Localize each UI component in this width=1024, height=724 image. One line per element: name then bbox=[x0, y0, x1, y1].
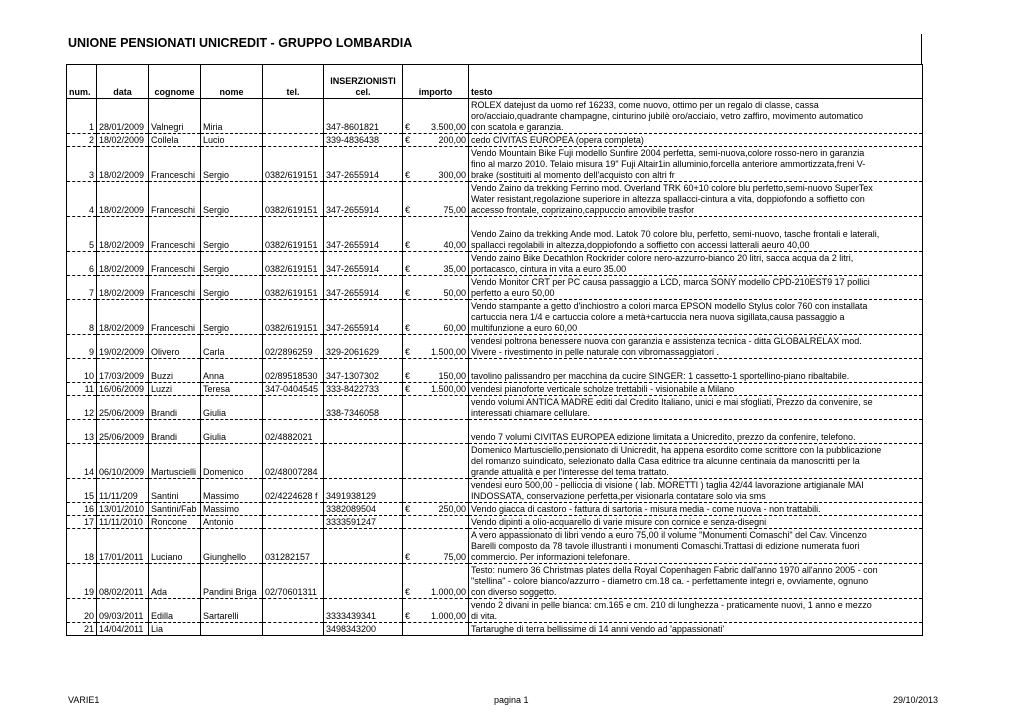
cell-testo bbox=[469, 479, 923, 503]
testo-line: Vendo giacca di castoro - fattura di sartoria - misura media - come nuova - non trattabili. bbox=[471, 504, 821, 514]
currency-symbol: € bbox=[405, 552, 411, 562]
cell-nome: Sartarelli bbox=[201, 599, 263, 623]
cell-nome: Miria bbox=[201, 99, 263, 134]
cell-num: 2 bbox=[67, 134, 97, 147]
cell-nome: Giulia bbox=[201, 420, 263, 444]
cell-num: 18 bbox=[67, 529, 97, 564]
cell-nome: Giulia bbox=[201, 396, 263, 420]
amount-value: 40,00 bbox=[443, 240, 466, 250]
cell-tel bbox=[263, 396, 324, 420]
currency-symbol: € bbox=[405, 288, 411, 298]
table-row bbox=[67, 217, 923, 252]
column-header-cognome: cognome bbox=[149, 65, 201, 99]
cell-importo bbox=[403, 300, 469, 335]
cell-testo bbox=[469, 444, 923, 479]
testo-line: cedo CIVITAS EUROPEA (opera completa) bbox=[471, 135, 644, 145]
cell-cel bbox=[324, 444, 403, 479]
cell-tel: 0382/619151 bbox=[263, 147, 324, 182]
cell-cognome: Santini/Fab bbox=[149, 503, 201, 516]
testo-line: cartuccia nera 1/4 e cartuccia colore a metà+cartuccia nera nuova sigillata,causa passaggio a bbox=[471, 312, 845, 322]
currency-symbol: € bbox=[405, 347, 411, 357]
testo-line: con scatola e garanzia. bbox=[471, 122, 564, 132]
currency-symbol: € bbox=[405, 170, 411, 180]
cell-importo bbox=[403, 335, 469, 359]
cell-cel: 347-2655914 bbox=[324, 276, 403, 300]
cell-cel bbox=[324, 564, 403, 599]
amount-value: 1.000,00 bbox=[430, 587, 466, 597]
cell-tel: 031282157 bbox=[263, 529, 324, 564]
amount-value: 3.500,00 bbox=[430, 122, 466, 132]
cell-data: 08/02/2011 bbox=[97, 564, 149, 599]
cell-tel bbox=[263, 99, 324, 134]
testo-line: ROLEX datejust da uomo ref 16233, come nuovo, ottimo per un regalo di classe, cassa bbox=[471, 100, 819, 110]
table-row bbox=[67, 529, 923, 564]
table-row bbox=[67, 134, 923, 147]
cell-cel bbox=[324, 420, 403, 444]
testo-line bbox=[471, 421, 920, 432]
cell-num: 19 bbox=[67, 564, 97, 599]
cell-tel: 02/89518530 bbox=[263, 359, 324, 383]
cell-testo bbox=[469, 359, 923, 383]
cell-cel: 333-8422733 bbox=[324, 383, 403, 396]
footer-date: 29/10/2013 bbox=[893, 695, 939, 705]
cell-data: 18/02/2009 bbox=[97, 134, 149, 147]
cell-cel: 347-1307302 bbox=[324, 359, 403, 383]
testo-line: vendesi euro 500,00 - pelliccia di visione ( lab. MORETTI ) taglia 42/44 lavorazione artigianale MAI bbox=[471, 480, 864, 490]
currency-symbol: € bbox=[405, 122, 411, 132]
column-header-cel: INSERZIONISTI cel. bbox=[324, 65, 403, 99]
page-title: UNIONE PENSIONATI UNICREDIT - GRUPPO LOMBARDIA bbox=[68, 36, 413, 50]
cell-cognome: Franceschi bbox=[149, 300, 201, 335]
table-row bbox=[67, 623, 923, 636]
cell-data: 25/06/2009 bbox=[97, 396, 149, 420]
testo-line: Vivere - rivestimento in pelle naturale con vibromassaggiatori . bbox=[471, 347, 719, 357]
cell-tel: 02/2896259 bbox=[263, 335, 324, 359]
cell-nome: Antonio bbox=[201, 516, 263, 529]
testo-line: vendesi poltrona benessere nuova con garanzia e assistenza tecnica - ditta GLOBALRELAX mod. bbox=[471, 336, 862, 346]
cell-cel bbox=[324, 529, 403, 564]
cell-data: 18/02/2009 bbox=[97, 300, 149, 335]
testo-line: Vendo Zaino da trekking Ande mod. Latok 70 colore blu, perfetto, semi-nuovo, tasche frontali e laterali, bbox=[471, 229, 880, 239]
cell-nome: Giunghello bbox=[201, 529, 263, 564]
currency-symbol: € bbox=[405, 611, 411, 621]
cell-cognome: Roncone bbox=[149, 516, 201, 529]
testo-line: vendo 2 divani in pelle bianca: cm.165 e cm. 210 di lunghezza - praticamente nuovi, 1 anno e mezzo bbox=[471, 600, 872, 610]
cell-importo bbox=[403, 444, 469, 479]
cell-testo bbox=[469, 300, 923, 335]
cell-data: 18/02/2009 bbox=[97, 147, 149, 182]
testo-line: vendo 7 volumi CIVITAS EUROPEA edizione limitata a Unicredito, prezzo da confenire, telefono. bbox=[471, 432, 856, 442]
cell-tel: 02/48007284 bbox=[263, 444, 324, 479]
table-row bbox=[67, 300, 923, 335]
testo-line: spallacci regolabili in altezza,doppiofondo a soffietto con accessi latterali aeuro 40,00 bbox=[471, 240, 810, 250]
cell-cel: 347-8601821 bbox=[324, 99, 403, 134]
header-row bbox=[67, 65, 923, 99]
cell-cel: 339-4836438 bbox=[324, 134, 403, 147]
cell-cel: 347-2655914 bbox=[324, 217, 403, 252]
cell-num: 20 bbox=[67, 599, 97, 623]
cell-data: 14/04/2011 bbox=[97, 623, 149, 636]
amount-value: 150,00 bbox=[438, 371, 466, 381]
testo-line: grande attualità e per l'interesse del tema trattato. bbox=[471, 467, 669, 477]
testo-line: interessati chiamare cellulare. bbox=[471, 408, 591, 418]
cell-num: 8 bbox=[67, 300, 97, 335]
amount-value: 1.500,00 bbox=[430, 347, 466, 357]
testo-line: oro/acciaio,quadrante champagne, cinturino jubilè oro/acciaio, vetro zaffiro, movimento automatico bbox=[471, 111, 864, 121]
testo-line: del romanzo suindicato, selezionato dalla Casa editrice tra alcunne centinaia da manoscritti per la bbox=[471, 456, 860, 466]
amount-value: 75,00 bbox=[443, 205, 466, 215]
cell-testo bbox=[469, 99, 923, 134]
table-row bbox=[67, 420, 923, 444]
cell-testo bbox=[469, 396, 923, 420]
cell-cognome: Collela bbox=[149, 134, 201, 147]
cell-tel: 0382/619151 bbox=[263, 300, 324, 335]
cell-importo bbox=[403, 182, 469, 217]
cell-testo bbox=[469, 599, 923, 623]
cell-nome: Sergio bbox=[201, 276, 263, 300]
cell-importo bbox=[403, 396, 469, 420]
footer-sheet-name: VARIE1 bbox=[68, 695, 100, 705]
cell-cognome: Olivero bbox=[149, 335, 201, 359]
testo-line bbox=[471, 360, 920, 371]
currency-symbol: € bbox=[405, 205, 411, 215]
cell-tel: 0382/619151 bbox=[263, 182, 324, 217]
table-row bbox=[67, 396, 923, 420]
cell-cel: 347-2655914 bbox=[324, 147, 403, 182]
cell-importo bbox=[403, 479, 469, 503]
table-row bbox=[67, 516, 923, 529]
table-row bbox=[67, 564, 923, 599]
cell-data: 11/11/209 bbox=[97, 479, 149, 503]
cell-cognome: Franceschi bbox=[149, 147, 201, 182]
column-header-tel: tel. bbox=[263, 65, 324, 99]
cell-importo bbox=[403, 529, 469, 564]
cell-importo bbox=[403, 564, 469, 599]
table-row bbox=[67, 335, 923, 359]
cell-cel: 3333591247 bbox=[324, 516, 403, 529]
cell-testo bbox=[469, 516, 923, 529]
table-row bbox=[67, 503, 923, 516]
column-header-testo: testo bbox=[469, 65, 923, 99]
cell-num: 5 bbox=[67, 217, 97, 252]
cell-testo bbox=[469, 420, 923, 444]
testo-line: vendo volumi ANTICA MADRE editi dal Credito Italiano, unici e mai sfogliati, Prezzo da convenire, se bbox=[471, 397, 873, 407]
testo-line: Testo: numero 36 Christmas plates della Royal Copenhagen Fabric dall'anno 1970 all'anno 2005 - con bbox=[471, 565, 878, 575]
testo-line: con diverso soggetto. bbox=[471, 587, 557, 597]
cell-importo bbox=[403, 99, 469, 134]
cell-nome: Lucio bbox=[201, 134, 263, 147]
currency-symbol: € bbox=[405, 240, 411, 250]
cell-data: 18/02/2009 bbox=[97, 182, 149, 217]
cell-tel bbox=[263, 134, 324, 147]
cell-data: 25/06/2009 bbox=[97, 420, 149, 444]
cell-testo bbox=[469, 564, 923, 599]
cell-cognome: Ada bbox=[149, 564, 201, 599]
cell-tel: 347-0404545 bbox=[263, 383, 324, 396]
currency-symbol: € bbox=[405, 264, 411, 274]
column-header-data: data bbox=[97, 65, 149, 99]
cell-num: 21 bbox=[67, 623, 97, 636]
testo-line: portacasco, cintura in vita a euro 35.00 bbox=[471, 264, 627, 274]
cell-num: 4 bbox=[67, 182, 97, 217]
cell-nome: Sergio bbox=[201, 182, 263, 217]
cell-cel: 347-2655914 bbox=[324, 300, 403, 335]
cell-cel: 347-2655914 bbox=[324, 252, 403, 276]
column-header-importo: importo bbox=[403, 65, 469, 99]
testo-line: Vendo zaino Bike Decathlon Rockrider colore nero-azzurro-bianco 20 litri, sacca acqua da 2 litri, bbox=[471, 253, 854, 263]
cell-data: 28/01/2009 bbox=[97, 99, 149, 134]
table-row bbox=[67, 252, 923, 276]
cell-nome: Sergio bbox=[201, 217, 263, 252]
testo-line: fino al marzo 2010. Telaio misura 19" Fuji Altair1in alluminio,forcella anteriore ammortizzata,freni V- bbox=[471, 159, 866, 169]
cell-num: 9 bbox=[67, 335, 97, 359]
cell-data: 13/01/2010 bbox=[97, 503, 149, 516]
cell-importo bbox=[403, 134, 469, 147]
testo-line: INDOSSATA, conservazione perfetta,per visionarla contatare solo via sms bbox=[471, 491, 766, 501]
testo-line: Water resistant,regolazione superiore in altezza spallacci-cintura a vita, doppiofondo a soffietto con bbox=[471, 194, 865, 204]
testo-line: tavolino palissandro per macchina da cucire SINGER: 1 cassetto-1 sportellino-piano ribaltabile. bbox=[471, 371, 850, 381]
testo-line: commercio. Per informazioni telefonare. bbox=[471, 552, 631, 562]
cell-nome: Sergio bbox=[201, 147, 263, 182]
cell-cognome: Buzzi bbox=[149, 359, 201, 383]
cell-cel: 338-7346058 bbox=[324, 396, 403, 420]
cell-data: 09/03/2011 bbox=[97, 599, 149, 623]
cell-testo bbox=[469, 335, 923, 359]
cell-data: 18/02/2009 bbox=[97, 217, 149, 252]
cell-tel bbox=[263, 623, 324, 636]
cell-num: 6 bbox=[67, 252, 97, 276]
cell-importo bbox=[403, 623, 469, 636]
table-row bbox=[67, 359, 923, 383]
cell-cognome: Franceschi bbox=[149, 276, 201, 300]
table-row bbox=[67, 147, 923, 182]
cell-cognome: Luciano bbox=[149, 529, 201, 564]
cell-cognome: Franceschi bbox=[149, 217, 201, 252]
testo-line: perfetto a euro 50,00 bbox=[471, 288, 555, 298]
cell-importo bbox=[403, 217, 469, 252]
testo-line bbox=[471, 218, 920, 229]
cell-cognome: Valnegri bbox=[149, 99, 201, 134]
cell-data: 17/01/2011 bbox=[97, 529, 149, 564]
cell-cognome: Franceschi bbox=[149, 182, 201, 217]
cell-nome: Massimo bbox=[201, 503, 263, 516]
cell-num: 10 bbox=[67, 359, 97, 383]
cell-data: 16/06/2009 bbox=[97, 383, 149, 396]
cell-cognome: Brandi bbox=[149, 396, 201, 420]
cell-testo bbox=[469, 503, 923, 516]
currency-symbol: € bbox=[405, 384, 411, 394]
table-row bbox=[67, 599, 923, 623]
cell-nome: Massimo bbox=[201, 479, 263, 503]
cell-num: 14 bbox=[67, 444, 97, 479]
cell-num: 17 bbox=[67, 516, 97, 529]
amount-value: 35,00 bbox=[443, 264, 466, 274]
cell-nome: Anna bbox=[201, 359, 263, 383]
cell-cel: 3498343200 bbox=[324, 623, 403, 636]
testo-line: vendesi pianoforte verticale scholze trettabili - visionabile a Milano bbox=[471, 384, 735, 394]
testo-line: A vero appassionato di libri vendo a euro 75,00 il volume "Monumenti Comaschi" del Cav. Vincenzo bbox=[471, 530, 867, 540]
cell-cognome: Santini bbox=[149, 479, 201, 503]
table-row bbox=[67, 276, 923, 300]
cell-testo bbox=[469, 134, 923, 147]
amount-value: 300,00 bbox=[438, 170, 466, 180]
testo-line: Domenico Martusciello,pensionato di Unicredit, ha appena esordito come scrittore con la pubblicazione bbox=[471, 445, 882, 455]
cell-cel: 347-2655914 bbox=[324, 182, 403, 217]
cell-num: 11 bbox=[67, 383, 97, 396]
column-header-nome: nome bbox=[201, 65, 263, 99]
cell-data: 11/11/2010 bbox=[97, 516, 149, 529]
currency-symbol: € bbox=[405, 587, 411, 597]
cell-importo bbox=[403, 516, 469, 529]
cell-cel: 3382089504 bbox=[324, 503, 403, 516]
footer-page-number: pagina 1 bbox=[494, 695, 529, 705]
cell-tel: 02/70601311 bbox=[263, 564, 324, 599]
cell-tel bbox=[263, 516, 324, 529]
cell-cognome: Martuscielli bbox=[149, 444, 201, 479]
cell-data: 18/02/2009 bbox=[97, 252, 149, 276]
cell-nome: Sergio bbox=[201, 300, 263, 335]
cell-testo bbox=[469, 147, 923, 182]
cell-nome: Pandini Briga bbox=[201, 564, 263, 599]
amount-value: 60,00 bbox=[443, 323, 466, 333]
cell-nome: Teresa bbox=[201, 383, 263, 396]
cell-testo bbox=[469, 529, 923, 564]
amount-value: 75,00 bbox=[443, 552, 466, 562]
cell-cel: 3333439341 bbox=[324, 599, 403, 623]
cell-num: 7 bbox=[67, 276, 97, 300]
cell-num: 13 bbox=[67, 420, 97, 444]
amount-value: 200,00 bbox=[438, 135, 466, 145]
cell-nome: Domenico bbox=[201, 444, 263, 479]
cell-importo bbox=[403, 383, 469, 396]
cell-importo bbox=[403, 503, 469, 516]
testo-line: brake (sostituiti al momento dell'acquisto con altri fr bbox=[471, 170, 675, 180]
currency-symbol: € bbox=[405, 323, 411, 333]
cell-cognome: Lia bbox=[149, 623, 201, 636]
cell-num: 16 bbox=[67, 503, 97, 516]
testo-line: multifunzione a euro 60,00 bbox=[471, 323, 578, 333]
cell-cognome: Brandi bbox=[149, 420, 201, 444]
cell-tel bbox=[263, 503, 324, 516]
column-header-num: num. bbox=[67, 65, 97, 99]
cell-tel: 0382/619151 bbox=[263, 252, 324, 276]
cell-testo bbox=[469, 252, 923, 276]
table-row bbox=[67, 479, 923, 503]
cell-cognome: Edilla bbox=[149, 599, 201, 623]
amount-value: 1.000,00 bbox=[430, 611, 466, 621]
cell-importo bbox=[403, 252, 469, 276]
cell-cel: 3491938129 bbox=[324, 479, 403, 503]
cell-nome: Sergio bbox=[201, 252, 263, 276]
testo-line: Vendo Monitor CRT per PC causa passaggio a LCD, marca SONY modello CPD-210EST9 17 pollici bbox=[471, 277, 870, 287]
cell-data: 06/10/2009 bbox=[97, 444, 149, 479]
cell-data: 19/02/2009 bbox=[97, 335, 149, 359]
testo-line: Vendo Mountain Bike Fuji modello Sunfire 2004 perfetta, semi-nuova,colore rosso-nero in garanzia bbox=[471, 148, 865, 158]
amount-value: 1.500,00 bbox=[430, 384, 466, 394]
amount-value: 250,00 bbox=[438, 504, 466, 514]
cell-importo bbox=[403, 420, 469, 444]
cell-num: 1 bbox=[67, 99, 97, 134]
cell-tel: 02/4882021 bbox=[263, 420, 324, 444]
cell-num: 3 bbox=[67, 147, 97, 182]
cell-testo bbox=[469, 217, 923, 252]
cell-importo bbox=[403, 276, 469, 300]
cell-testo bbox=[469, 383, 923, 396]
sheet-border-line bbox=[921, 34, 922, 64]
cell-tel: 0382/619151 bbox=[263, 217, 324, 252]
currency-symbol: € bbox=[405, 135, 411, 145]
cell-cognome: Luzzi bbox=[149, 383, 201, 396]
listings-table bbox=[66, 64, 923, 636]
testo-line: Tartarughe di terra bellissime di 14 anni vendo ad 'appassionati' bbox=[471, 624, 725, 634]
cell-tel: 02/4224628 f bbox=[263, 479, 324, 503]
currency-symbol: € bbox=[405, 504, 411, 514]
cell-importo bbox=[403, 359, 469, 383]
cell-nome bbox=[201, 623, 263, 636]
table-row bbox=[67, 99, 923, 134]
cell-data: 17/03/2009 bbox=[97, 359, 149, 383]
amount-value: 50,00 bbox=[443, 288, 466, 298]
table-row bbox=[67, 383, 923, 396]
cell-testo bbox=[469, 623, 923, 636]
cell-nome: Carla bbox=[201, 335, 263, 359]
cell-cel: 329-2061629 bbox=[324, 335, 403, 359]
cell-cognome: Franceschi bbox=[149, 252, 201, 276]
testo-line: accesso frontale, coprizaino,cappuccio amovibile trasfor bbox=[471, 205, 695, 215]
testo-line: Vendo Zaino da trekking Ferrino mod. Overland TRK 60+10 colore blu perfetto,semi-nuovo SuperTex bbox=[471, 183, 873, 193]
cell-importo bbox=[403, 147, 469, 182]
cell-testo bbox=[469, 276, 923, 300]
table-row bbox=[67, 444, 923, 479]
cell-testo bbox=[469, 182, 923, 217]
cell-num: 15 bbox=[67, 479, 97, 503]
cell-num: 12 bbox=[67, 396, 97, 420]
cell-importo bbox=[403, 599, 469, 623]
cell-tel bbox=[263, 599, 324, 623]
cell-tel: 0382/619151 bbox=[263, 276, 324, 300]
currency-symbol: € bbox=[405, 371, 411, 381]
testo-line: Barelli composto da 78 tavole illustranti i monumenti Comaschi.Trattasi di edizione numerata fuori bbox=[471, 541, 860, 551]
testo-line: "stellina" - colore bianco/azzurro - diametro cm.18 ca. - perfettamente integri e, ovviamente, ognuno bbox=[471, 576, 869, 586]
testo-line: di vita. bbox=[471, 611, 498, 621]
table-row bbox=[67, 182, 923, 217]
testo-line: Vendo dipinti a olio-acquarello di varie misure con cornice e senza-disegni bbox=[471, 517, 767, 527]
testo-line: Vendo stampante a getto d'inchiostro a colori marca EPSON modello Stylus color 760 con installata bbox=[471, 301, 868, 311]
cell-data: 18/02/2009 bbox=[97, 276, 149, 300]
